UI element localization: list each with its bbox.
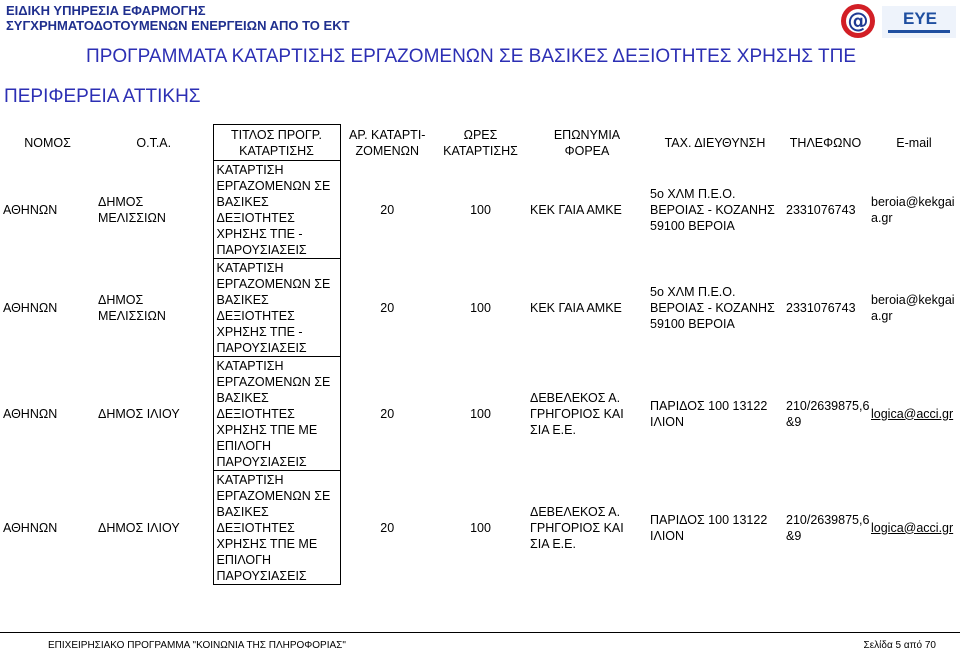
col-trainees: ΑΡ. ΚΑΤΑΡΤΙ- ΖΟΜΕΝΩΝ <box>340 125 434 161</box>
cell-address: ΠΑΡΙΔΟΣ 100 13122 ΙΛΙΟΝ <box>650 398 768 429</box>
header-text <box>6 3 350 33</box>
cell-title: ΚΑΤΑΡΤΙΣΗ ΕΡΓΑΖΟΜΕΝΩΝ ΣΕ ΒΑΣΙΚΕΣ ΔΕΞΙΟΤΗΤΕΣ ΧΡΗΣΗΣ ΤΠΕ ΜΕ ΕΠΙΛΟΓΗ ΠΑΡΟΥΣΙΑΣΕΙΣ <box>213 471 340 585</box>
cell-trainees: 20 <box>380 300 395 315</box>
table-row <box>0 259 960 357</box>
eye-logo-letters: EYE <box>902 9 938 28</box>
table-header-row <box>0 125 960 161</box>
page-title: ΠΡΟΓΡΑΜΜΑΤΑ ΚΑΤΑΡΤΙΣΗΣ ΕΡΓΑΖΟΜΕΝΩΝ ΣΕ ΒΑΣΙΚΕΣ ΔΕΞΙΟΤΗΤΕΣ ΧΡΗΣΗΣ ΤΠΕ <box>86 46 856 67</box>
at-sign-logo-icon <box>841 4 875 38</box>
col-email: E-mail <box>868 125 960 161</box>
email-link[interactable]: logica@acci.gr <box>871 520 954 535</box>
eye-logo-icon <box>882 6 956 38</box>
cell-hours: 100 <box>470 300 491 315</box>
footer-program: ΕΠΙΧΕΙΡΗΣΙΑΚΟ ΠΡΟΓΡΑΜΜΑ "ΚΟΙΝΩΝΙΑ ΤΗΣ ΠΛΗΡΟΦΟΡΙΑΣ" <box>48 640 346 651</box>
programs-table <box>0 124 960 585</box>
cell-nomos: ΑΘΗΝΩΝ <box>3 406 58 421</box>
col-phone: ΤΗΛΕΦΩΝΟ <box>783 125 868 161</box>
col-title: ΤΙΤΛΟΣ ΠΡΟΓΡ. ΚΑΤΑΡΤΙΣΗΣ <box>213 125 340 161</box>
cell-trainees: 20 <box>380 406 395 421</box>
cell-phone: 2331076743 <box>786 300 856 315</box>
cell-hours: 100 <box>470 406 491 421</box>
cell-title: ΚΑΤΑΡΤΙΣΗ ΕΡΓΑΖΟΜΕΝΩΝ ΣΕ ΒΑΣΙΚΕΣ ΔΕΞΙΟΤΗΤΕΣ ΧΡΗΣΗΣ ΤΠΕ - ΠΑΡΟΥΣΙΑΣΕΙΣ <box>213 161 340 259</box>
cell-ota: ΔΗΜΟΣ ΙΛΙΟΥ <box>98 520 180 535</box>
cell-email: beroia@kekgai a.gr <box>871 292 955 323</box>
cell-nomos: ΑΘΗΝΩΝ <box>3 202 58 217</box>
footer-page-number: Σελίδα 5 από 70 <box>863 640 936 651</box>
cell-nomos: ΑΘΗΝΩΝ <box>3 520 58 535</box>
cell-trainees: 20 <box>380 520 395 535</box>
cell-nomos: ΑΘΗΝΩΝ <box>3 300 58 315</box>
col-provider: ΕΠΩΝΥΜΙΑ ΦΟΡΕΑ <box>527 125 647 161</box>
cell-hours: 100 <box>470 520 491 535</box>
cell-email <box>868 471 960 585</box>
cell-hours: 100 <box>470 202 491 217</box>
col-address: ΤΑΧ. ΔΙΕΥΘΥΝΣΗ <box>647 125 783 161</box>
cell-provider: ΚΕΚ ΓΑΙΑ ΑΜΚΕ <box>530 202 622 217</box>
header-line-2: ΣΥΓΧΡΗΜΑΤΟΔΟΤΟΥΜΕΝΩΝ ΕΝΕΡΓΕΙΩΝ ΑΠΟ ΤΟ ΕΚΤ <box>6 18 350 33</box>
header-line-1: ΕΙΔΙΚΗ ΥΠΗΡΕΣΙΑ ΕΦΑΡΜΟΓΗΣ <box>6 3 206 18</box>
footer-rule <box>0 632 960 633</box>
email-link[interactable]: logica@acci.gr <box>871 406 954 421</box>
cell-phone: 2331076743 <box>786 202 856 217</box>
cell-address: 5ο ΧΛΜ Π.Ε.Ο. ΒΕΡΟΙΑΣ - ΚΟΖΑΝΗΣ 59100 ΒΕΡΟΙΑ <box>650 284 775 331</box>
cell-address: 5ο ΧΛΜ Π.Ε.Ο. ΒΕΡΟΙΑΣ - ΚΟΖΑΝΗΣ 59100 ΒΕΡΟΙΑ <box>650 186 775 233</box>
cell-ota: ΔΗΜΟΣ ΜΕΛΙΣΣΙΩΝ <box>98 292 166 323</box>
col-hours: ΩΡΕΣ ΚΑΤΑΡΤΙΣΗΣ <box>434 125 527 161</box>
cell-trainees: 20 <box>380 202 395 217</box>
table-row <box>0 161 960 259</box>
cell-provider: ΚΕΚ ΓΑΙΑ ΑΜΚΕ <box>530 300 622 315</box>
region-title: ΠΕΡΙΦΕΡΕΙΑ ΑΤΤΙΚΗΣ <box>4 86 201 107</box>
cell-phone: 210/2639875,6 &9 <box>786 512 870 543</box>
table-row <box>0 471 960 585</box>
cell-provider: ΔΕΒΕΛΕΚΟΣ Α. ΓΡΗΓΟΡΙΟΣ ΚΑΙ ΣΙΑ Ε.Ε. <box>530 390 624 437</box>
table-row <box>0 357 960 471</box>
svg-text:@: @ <box>847 9 869 33</box>
logos <box>840 2 958 42</box>
cell-title: ΚΑΤΑΡΤΙΣΗ ΕΡΓΑΖΟΜΕΝΩΝ ΣΕ ΒΑΣΙΚΕΣ ΔΕΞΙΟΤΗΤΕΣ ΧΡΗΣΗΣ ΤΠΕ ΜΕ ΕΠΙΛΟΓΗ ΠΑΡΟΥΣΙΑΣΕΙΣ <box>213 357 340 471</box>
cell-ota: ΔΗΜΟΣ ΙΛΙΟΥ <box>98 406 180 421</box>
cell-address: ΠΑΡΙΔΟΣ 100 13122 ΙΛΙΟΝ <box>650 512 768 543</box>
col-ota: Ο.Τ.Α. <box>95 125 213 161</box>
cell-email: beroia@kekgai a.gr <box>871 194 955 225</box>
cell-provider: ΔΕΒΕΛΕΚΟΣ Α. ΓΡΗΓΟΡΙΟΣ ΚΑΙ ΣΙΑ Ε.Ε. <box>530 504 624 551</box>
cell-title: ΚΑΤΑΡΤΙΣΗ ΕΡΓΑΖΟΜΕΝΩΝ ΣΕ ΒΑΣΙΚΕΣ ΔΕΞΙΟΤΗΤΕΣ ΧΡΗΣΗΣ ΤΠΕ - ΠΑΡΟΥΣΙΑΣΕΙΣ <box>213 259 340 357</box>
cell-email <box>868 357 960 471</box>
cell-phone: 210/2639875,6 &9 <box>786 398 870 429</box>
col-nomos: ΝΟΜΟΣ <box>0 125 95 161</box>
cell-ota: ΔΗΜΟΣ ΜΕΛΙΣΣΙΩΝ <box>98 194 166 225</box>
